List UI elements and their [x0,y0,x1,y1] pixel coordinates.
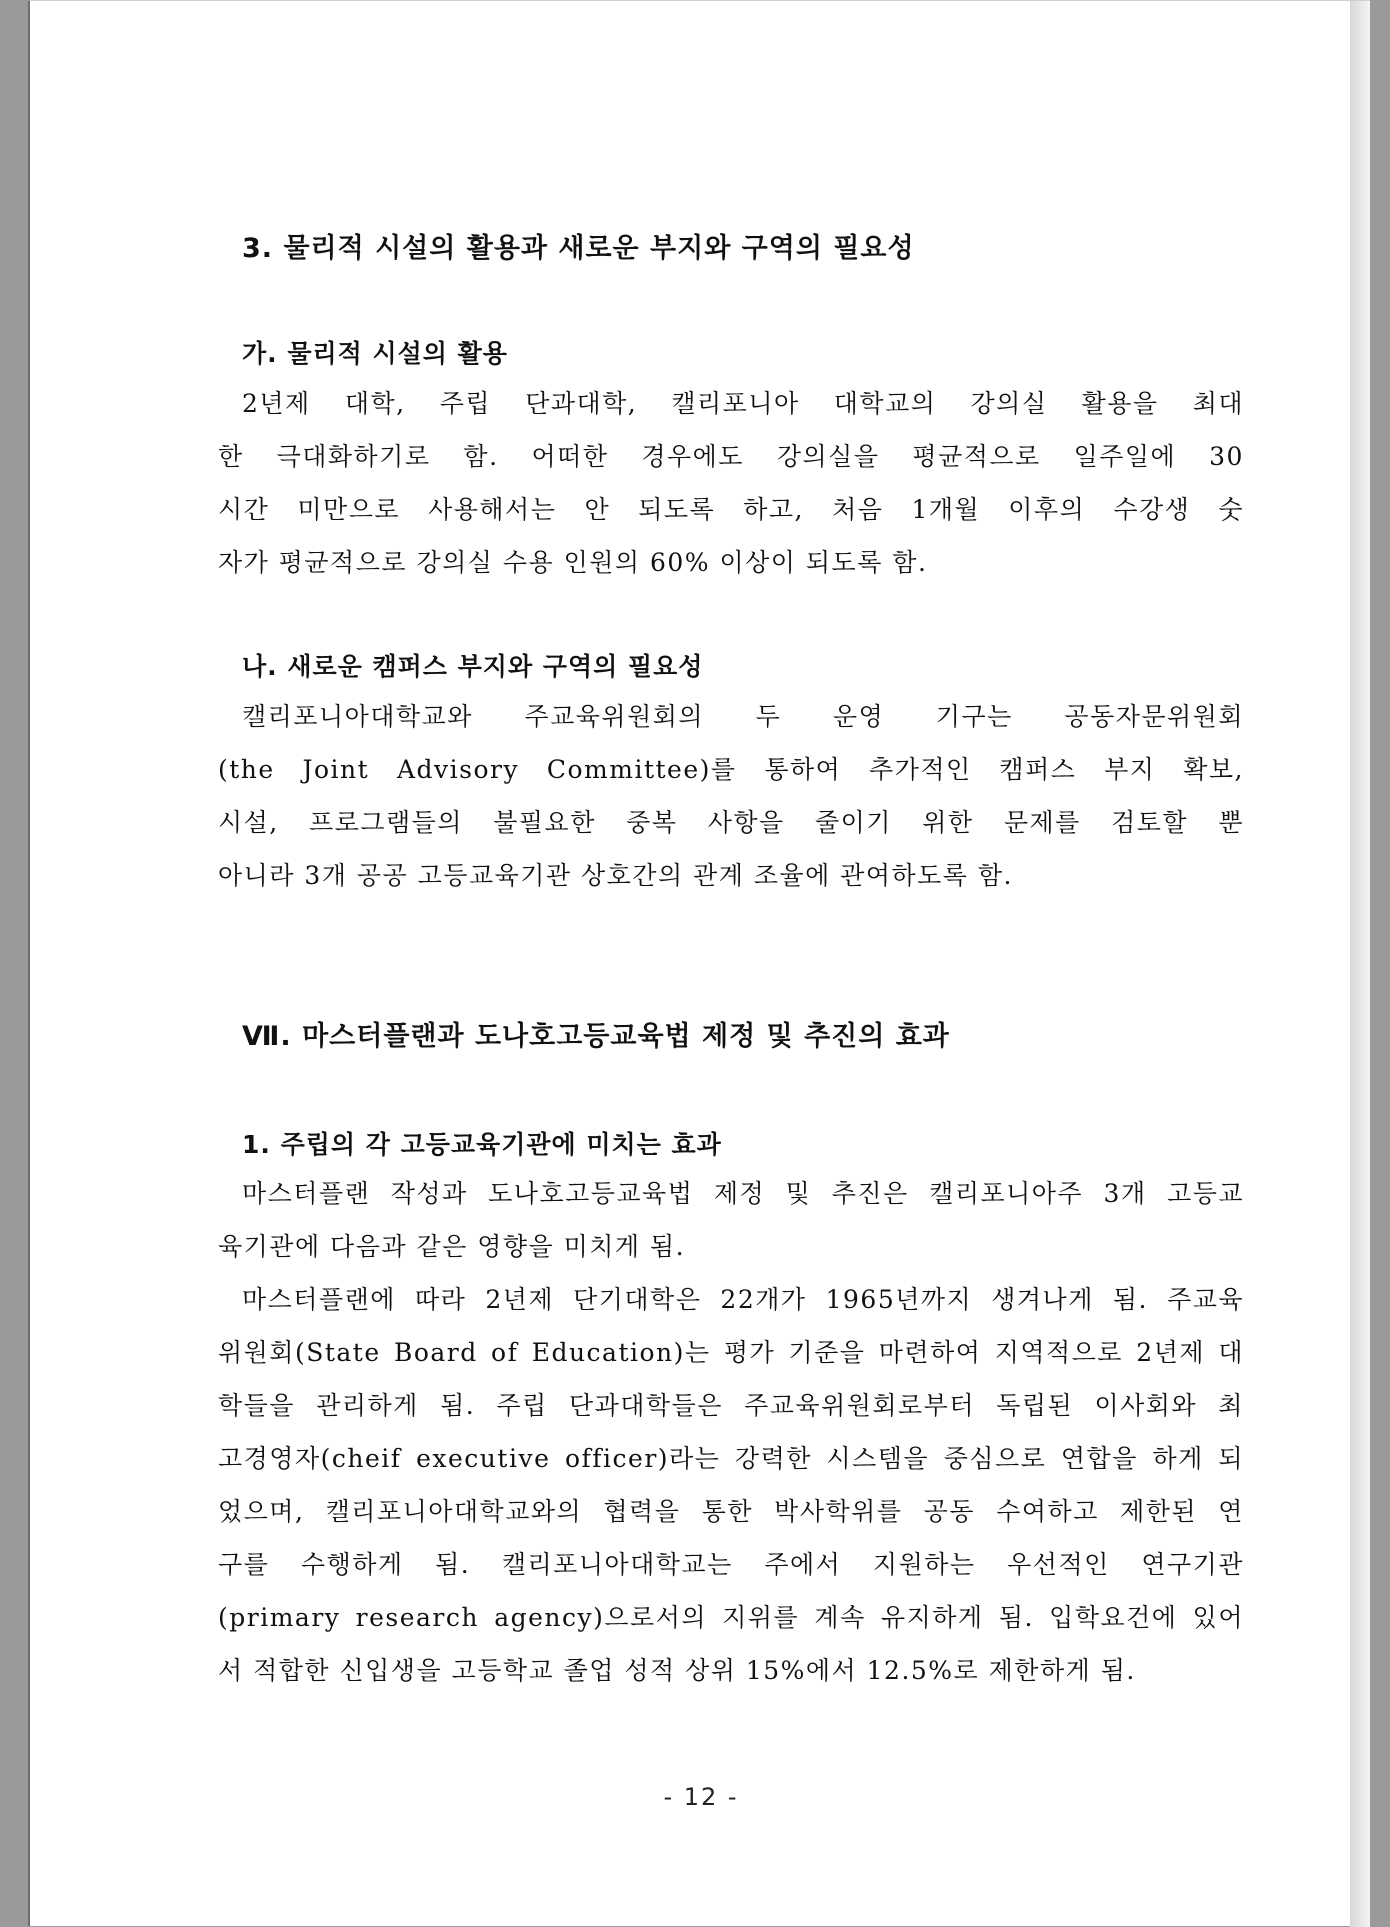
document-page [28,0,1370,1926]
paragraph-line: 서 적합한 신입생을 고등학교 졸업 성적 상위 15%에서 12.5%로 제한하게 됨. [218,1656,1136,1685]
paragraph-line: 아니라 3개 공공 고등교육기관 상호간의 관계 조율에 관여하도록 함. [218,861,1013,890]
paragraph-line: 자가 평균적으로 강의실 수용 인원의 60% 이상이 되도록 함. [218,548,928,577]
paragraph-line: 한 극대화하기로 함. 어떠한 경우에도 강의실을 평균적으로 일주일에 30 [218,442,1244,471]
subsection-1-paragraph-2 [218,1273,1244,1697]
subsection-ga-paragraph [218,377,1244,589]
page-edge-shadow [1350,1,1370,1927]
paragraph-line: 위원회(State Board of Education)는 평가 기준을 마련하여 지역적으로 2년제 대 [218,1338,1244,1367]
paragraph-line: 시설, 프로그램들의 불필요한 중복 사항을 줄이기 위한 문제를 검토할 뿐 [218,808,1244,837]
paragraph-line: 고경영자(cheif executive officer)라는 강력한 시스템을 중심으로 연합을 하게 되 [218,1444,1245,1473]
paragraph-line: 캘리포니아대학교와 주교육위원회의 두 운영 기구는 공동자문위원회 [242,702,1244,731]
paragraph-line: 마스터플랜 작성과 도나호고등교육법 제정 및 추진은 캘리포니아주 3개 고등교 [242,1179,1245,1208]
paragraph-line: 구를 수행하게 됨. 캘리포니아대학교는 주에서 지원하는 우선적인 연구기관 [218,1550,1244,1579]
paragraph-line: 2년제 대학, 주립 단과대학, 캘리포니아 대학교의 강의실 활용을 최대 [242,389,1245,418]
paragraph-line: 학들을 관리하게 됨. 주립 단과대학들은 주교육위원회로부터 독립된 이사회와 최 [218,1391,1244,1420]
page-number: - 12 - [663,1783,739,1811]
paragraph-line: (primary research agency)으로서의 지위를 계속 유지하게 됨. 입학요건에 있어 [218,1603,1244,1632]
subsection-na-paragraph [218,690,1244,902]
paragraph-line: 시간 미만으로 사용해서는 안 되도록 하고, 처음 1개월 이후의 수강생 숫 [218,495,1245,524]
paragraph-line: (the Joint Advisory Committee)를 통하여 추가적인 캠퍼스 부지 확보, [218,755,1244,784]
section-3-heading: 3. 물리적 시설의 활용과 새로운 부지와 구역의 필요성 [242,233,915,264]
subsection-1-paragraph-1 [218,1167,1244,1273]
subsection-1-heading: 1. 주립의 각 고등교육기관에 미치는 효과 [242,1130,722,1159]
paragraph-line: 마스터플랜에 따라 2년제 단기대학은 22개가 1965년까지 생겨나게 됨. 주교육 [242,1285,1245,1314]
paragraph-line: 육기관에 다음과 같은 영향을 미치게 됨. [218,1232,686,1261]
paragraph-line: 었으며, 캘리포니아대학교와의 협력을 통한 박사학위를 공동 수여하고 제한된 연 [218,1497,1244,1526]
subsection-ga-heading: 가. 물리적 시설의 활용 [242,339,508,368]
section-7-heading: Ⅶ. 마스터플랜과 도나호고등교육법 제정 및 추진의 효과 [242,1021,950,1052]
subsection-na-heading: 나. 새로운 캠퍼스 부지와 구역의 필요성 [242,652,704,681]
